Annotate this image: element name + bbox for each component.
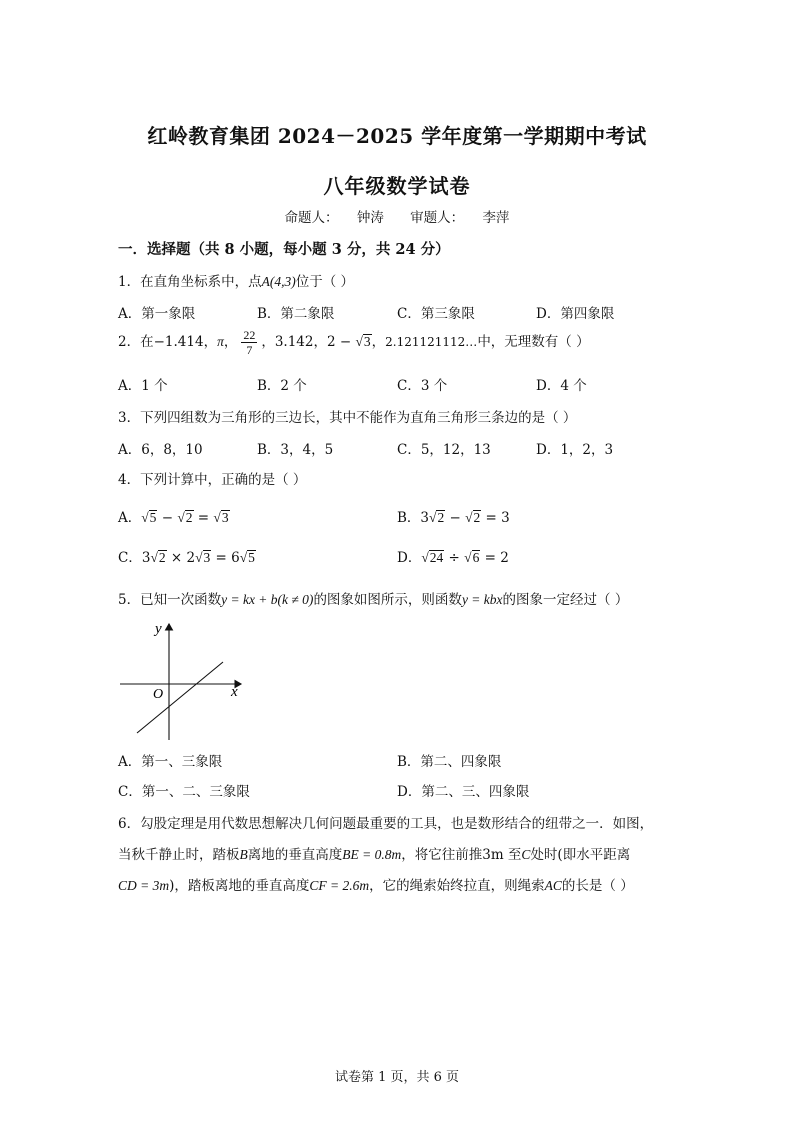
q1-option-d[interactable]: D．第四象限: [536, 306, 615, 322]
q6-l3-b: ，它的绳索始终拉直，则绳索: [369, 878, 545, 894]
q2-sep-4: ，: [313, 334, 327, 350]
author-name: 钟涛: [356, 210, 384, 226]
q4c-label: C．: [118, 550, 142, 566]
q2-option-c[interactable]: C．3 个: [397, 378, 448, 394]
q2-option-a[interactable]: A．1 个: [118, 378, 168, 394]
q1-option-a[interactable]: A．第一象限: [118, 306, 196, 322]
q4a-rad-1: 5: [149, 510, 157, 525]
y-axis-label: y: [155, 621, 162, 637]
q3-option-c[interactable]: C．5，12，13: [397, 442, 491, 458]
exam-subtitle: 八年级数学试卷: [323, 174, 471, 198]
q5-function: y = kx + b(k ≠ 0): [221, 592, 314, 607]
q4a-eq: =: [193, 510, 214, 526]
q4b-rad-1: 2: [437, 510, 445, 525]
q2-sep-3: ，: [261, 334, 275, 350]
q2-pi: π: [217, 334, 224, 349]
x-axis-label: x: [231, 684, 238, 700]
q6-ac: AC: [544, 878, 562, 893]
author-line: [0, 206, 794, 226]
q6-be: BE = 0.8m: [342, 847, 402, 862]
q2-fraction: [241, 328, 257, 357]
page-footer: 试卷第 1 页，共 6 页: [334, 1070, 460, 1085]
q4a-rad-2: 2: [185, 510, 193, 525]
q2-text-a: 2．在: [118, 334, 154, 350]
q2-sep-2: ，: [223, 334, 238, 350]
q5-function-2: y = kbx: [461, 592, 503, 607]
question-3-stem: 3．下列四组数为三角形的三边长，其中不能作为直角三角形三条边的是（ ）: [118, 410, 577, 426]
q2-sep-1: ，: [203, 334, 218, 350]
q2-radicand: 3: [363, 334, 371, 349]
q4d-op: ÷: [444, 550, 465, 566]
q4b-op: −: [445, 510, 466, 526]
q2-num-3: 3.142: [274, 334, 314, 350]
q2-frac-num: 22: [243, 328, 256, 342]
q2-num-4: 2.121121112…: [385, 335, 478, 349]
q2-frac-den: 7: [246, 343, 253, 357]
q6-l2-d: 处时(即水平距离: [530, 847, 631, 863]
q4-option-b[interactable]: B．3√2 − √2 = 3: [397, 510, 510, 526]
q4c-rad-2: 3: [203, 550, 211, 565]
q4c-op: × 2: [166, 550, 196, 566]
q2-text-b: 中，无理数有（ ）: [477, 334, 590, 350]
author-label: 命题人：: [284, 210, 339, 226]
q6-cf: CF = 2.6m: [309, 878, 370, 893]
q4c-eq: = 6: [211, 550, 240, 566]
linear-function-graph: [115, 618, 250, 742]
q5-text-b: 的图象如图所示，则函数: [313, 592, 462, 608]
q4-option-d[interactable]: D．√24 ÷ √6 = 2: [397, 550, 509, 566]
q5-text-a: 5．已知一次函数: [118, 592, 222, 608]
q5-option-c[interactable]: C．第一、二、三象限: [118, 784, 250, 800]
q4d-eq: = 2: [480, 550, 509, 566]
q1-option-b[interactable]: B．第二象限: [257, 306, 335, 322]
q2-num-1: −1.414: [153, 334, 204, 350]
q2-option-b[interactable]: B．2 个: [257, 378, 307, 394]
q5-option-a[interactable]: A．第一、三象限: [118, 754, 223, 770]
question-6-line-3: [118, 874, 634, 894]
reviewer-name: 李萍: [482, 210, 510, 226]
question-1-stem: [118, 270, 354, 290]
q4b-eq: = 3: [481, 510, 510, 526]
question-2-stem: 2．在−1.414，π， $\frac{22}{7}$ ，3.142，2 − √3，2.121121112…中，无理数有（ ）: [118, 328, 590, 357]
q3-option-b[interactable]: B．3，4，5: [257, 442, 334, 458]
q4d-rad-2: 6: [472, 550, 480, 565]
q4b-rad-2: 2: [473, 510, 481, 525]
q2-option-d[interactable]: D．4 个: [536, 378, 587, 394]
q2-sep-5: ，: [371, 334, 386, 350]
q6-l2-c: ，将它往前推3m 至: [401, 847, 522, 863]
q4-option-a[interactable]: A．√5 − √2 = √3: [118, 510, 229, 526]
q4d-label: D．: [397, 550, 422, 566]
q6-l2-a: 当秋千静止时，踏板: [118, 847, 240, 863]
q5-option-d[interactable]: D．第二、三、四象限: [397, 784, 530, 800]
q6-l3-c: 的长是（ ）: [561, 878, 634, 894]
q6-l2-b: 离地的垂直高度: [247, 847, 343, 863]
q4c-coef: 3: [141, 550, 151, 566]
q4a-label: A．: [118, 510, 142, 526]
q1-text-a: 1．在直角坐标系中，点: [118, 274, 262, 290]
section-heading: 一．选择题（共 8 小题，每小题 3 分，共 24 分）: [118, 241, 450, 258]
question-5-stem: [118, 588, 628, 608]
q2-expr-a: 2 −: [326, 334, 356, 350]
q4d-rad-1: 24: [429, 550, 444, 565]
q6-l3-a: )，踏板离地的垂直高度: [169, 878, 310, 894]
question-6-line-2: [118, 843, 630, 863]
q4a-rad-3: 3: [221, 510, 229, 525]
q4b-label: B．: [397, 510, 421, 526]
q4a-op: −: [157, 510, 178, 526]
q4c-rad-3: 5: [248, 550, 255, 565]
function-line: [137, 662, 223, 733]
q6-point-c: C: [521, 847, 531, 862]
reviewer-label: 审题人：: [410, 210, 465, 226]
q1-text-b: 位于（ ）: [295, 274, 355, 290]
q4c-rad-1: 2: [158, 550, 166, 565]
q5-option-b[interactable]: B．第二、四象限: [397, 754, 502, 770]
q5-text-c: 的图象一定经过（ ）: [502, 592, 629, 608]
exam-title: 红岭教育集团 2024－2025 学年度第一学期期中考试: [147, 124, 647, 148]
q4-option-c[interactable]: C．3√2 × 2√3 = 6√5: [118, 550, 255, 566]
q3-option-a[interactable]: A．6，8，10: [118, 442, 203, 458]
question-6-line-1: 6．勾股定理是用代数思想解决几何问题最重要的工具，也是数形结合的纽带之一．如图，: [118, 816, 654, 832]
q1-point: A(4,3): [261, 274, 296, 289]
origin-label: O: [153, 687, 164, 702]
q4b-coef: 3: [420, 510, 430, 526]
q3-option-d[interactable]: D．1，2，3: [536, 442, 614, 458]
question-4-stem: 4．下列计算中，正确的是（ ）: [118, 472, 307, 488]
q1-option-c[interactable]: C．第三象限: [397, 306, 475, 322]
q6-cd: CD = 3m: [118, 878, 170, 893]
q6-point-b: B: [239, 847, 248, 862]
